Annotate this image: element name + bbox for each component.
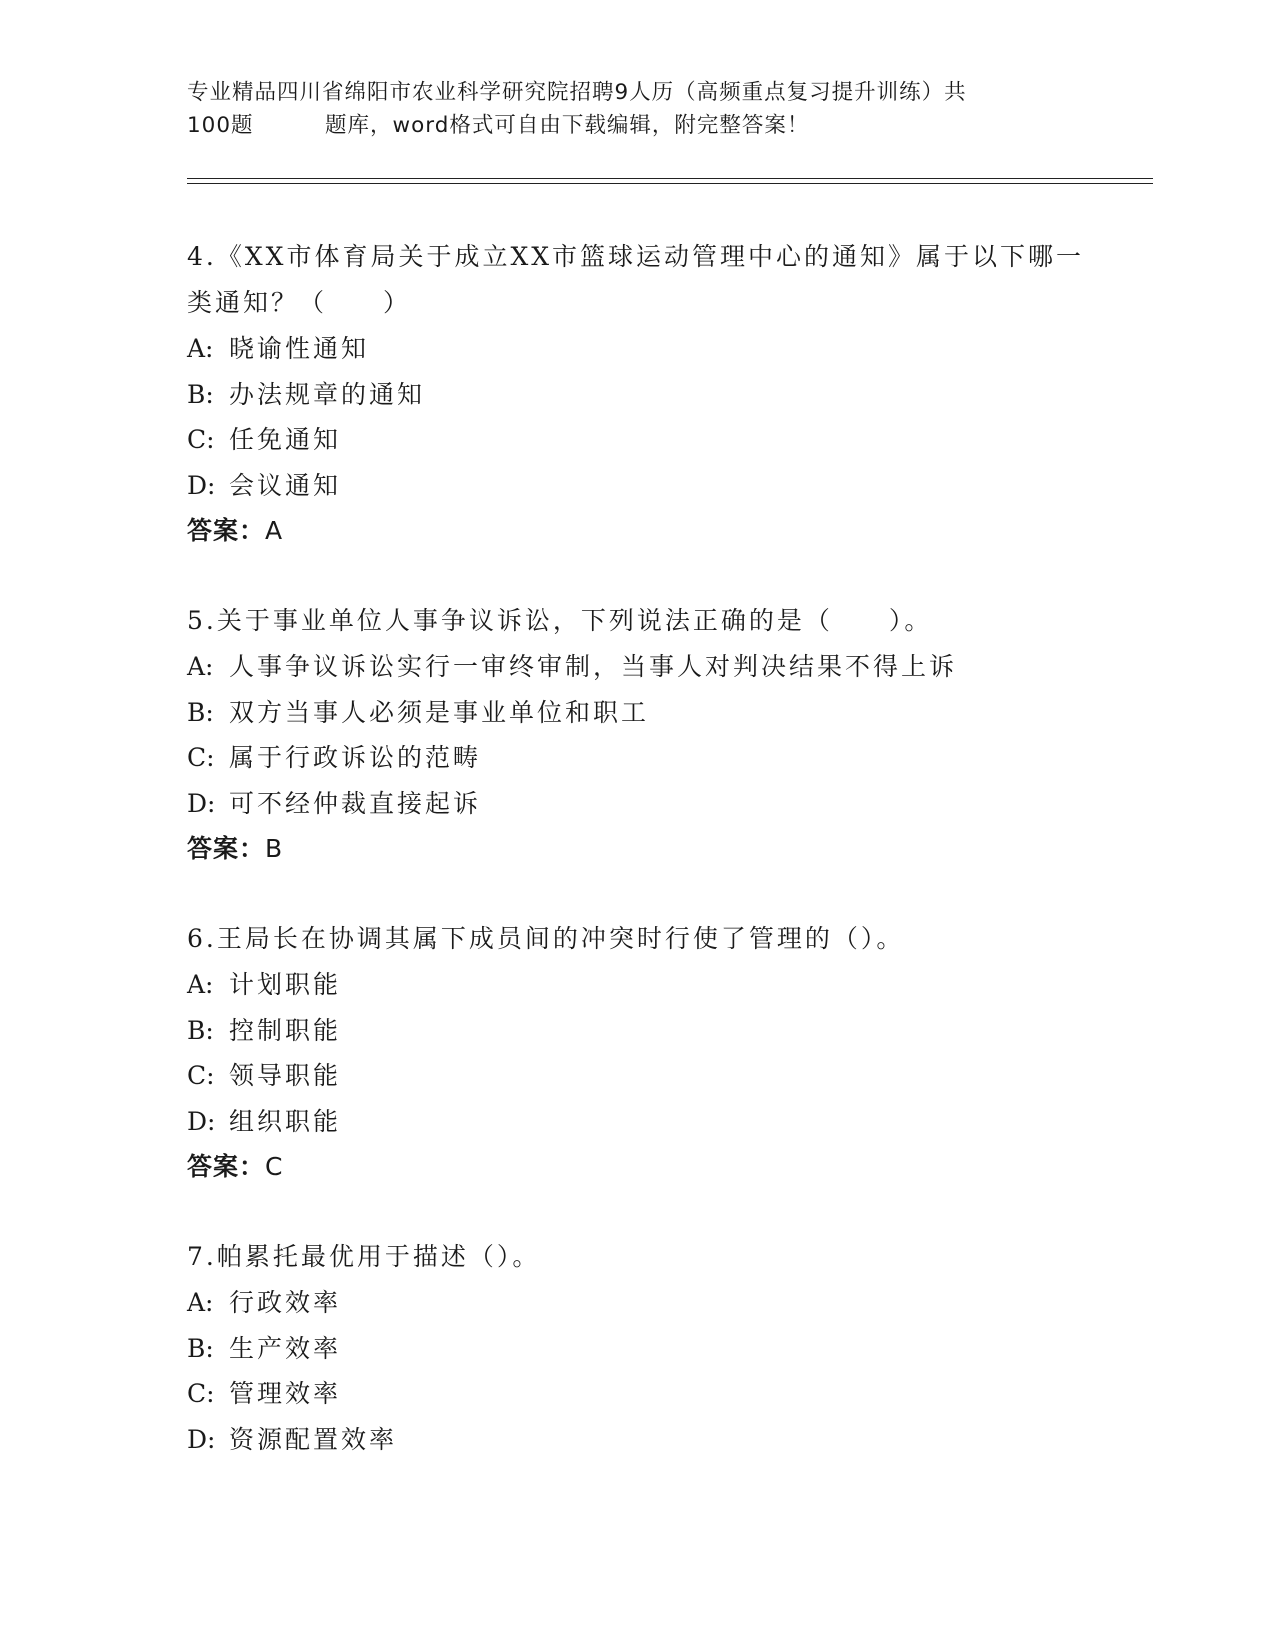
option-d (187, 463, 1087, 509)
option-letter: C: (187, 1379, 215, 1408)
header-title-line: 专业精品四川省绵阳市农业科学研究院招聘9人历（高频重点复习提升训练）共 (187, 80, 967, 105)
option-text: 生产效率 (229, 1333, 342, 1363)
option-text: 属于行政诉讼的范畴 (229, 743, 482, 772)
option-b (187, 690, 1087, 736)
question-text: 7.帕累托最优用于描述（）。 (187, 1242, 541, 1271)
answer-line (187, 826, 1087, 872)
option-letter: A: (187, 652, 214, 681)
option-c (187, 417, 1087, 463)
option-letter: C: (187, 743, 215, 772)
header-rule-top (187, 178, 1153, 179)
option-letter: B: (187, 1015, 214, 1045)
answer-label: 答案： (187, 1152, 266, 1181)
answer-line (187, 1144, 1087, 1190)
answer-value: A (265, 516, 284, 545)
option-text: 控制职能 (229, 1015, 342, 1045)
question-7 (187, 1234, 1087, 1462)
option-letter: D: (187, 470, 216, 500)
option-text: 晓谕性通知 (229, 334, 370, 363)
option-text: 领导职能 (229, 1061, 342, 1090)
option-letter: B: (187, 697, 214, 727)
option-letter: D: (187, 1424, 216, 1454)
option-text: 会议通知 (229, 470, 342, 500)
option-letter: D: (187, 1106, 216, 1136)
option-text: 可不经仲裁直接起诉 (229, 788, 482, 818)
option-letter: A: (187, 1288, 214, 1317)
header-subtitle-line (187, 109, 1087, 142)
question-5 (187, 598, 1087, 872)
option-text: 行政效率 (229, 1288, 342, 1317)
document-header (187, 76, 1087, 142)
option-b (187, 1008, 1087, 1054)
option-a (187, 326, 1087, 372)
option-d (187, 1417, 1087, 1463)
option-c (187, 1053, 1087, 1099)
option-c (187, 735, 1087, 781)
option-letter: C: (187, 1061, 215, 1090)
option-letter: B: (187, 1333, 214, 1363)
answer-value: B (265, 834, 284, 863)
option-text: 计划职能 (229, 970, 342, 999)
option-a (187, 644, 1087, 690)
option-letter: A: (187, 334, 214, 363)
option-letter: D: (187, 788, 216, 818)
option-text: 人事争议诉讼实行一审终审制，当事人对判决结果不得上诉 (229, 652, 958, 681)
answer-line (187, 508, 1087, 554)
option-text: 办法规章的通知 (229, 379, 426, 409)
option-text: 管理效率 (229, 1379, 342, 1408)
option-letter: A: (187, 970, 214, 999)
option-text: 任免通知 (229, 425, 342, 454)
header-rule-bottom (187, 183, 1153, 184)
option-text: 双方当事人必须是事业单位和职工 (229, 697, 650, 727)
header-description: 题库，word格式可自由下载编辑，附完整答案！ (325, 113, 810, 138)
question-4 (187, 234, 1087, 554)
option-text: 资源配置效率 (229, 1424, 398, 1454)
question-count: 100题 (187, 113, 254, 138)
answer-value: C (265, 1152, 284, 1181)
question-text: 4.《XX市体育局关于成立XX市篮球运动管理中心的通知》属于以下哪一类通知？（ ） (187, 242, 1085, 317)
option-a (187, 1280, 1087, 1326)
option-d (187, 1099, 1087, 1145)
option-a (187, 962, 1087, 1008)
question-6 (187, 916, 1087, 1190)
option-b (187, 372, 1087, 418)
option-c (187, 1371, 1087, 1417)
option-letter: C: (187, 425, 215, 454)
option-letter: B: (187, 379, 214, 409)
question-text: 5.关于事业单位人事争议诉讼，下列说法正确的是（ ）。 (187, 606, 933, 635)
question-list (187, 234, 1087, 1506)
question-text: 6.王局长在协调其属下成员间的冲突时行使了管理的（）。 (187, 924, 905, 953)
option-d (187, 781, 1087, 827)
answer-label: 答案： (187, 834, 266, 863)
option-b (187, 1326, 1087, 1372)
option-text: 组织职能 (229, 1106, 342, 1136)
answer-label: 答案： (187, 516, 266, 545)
